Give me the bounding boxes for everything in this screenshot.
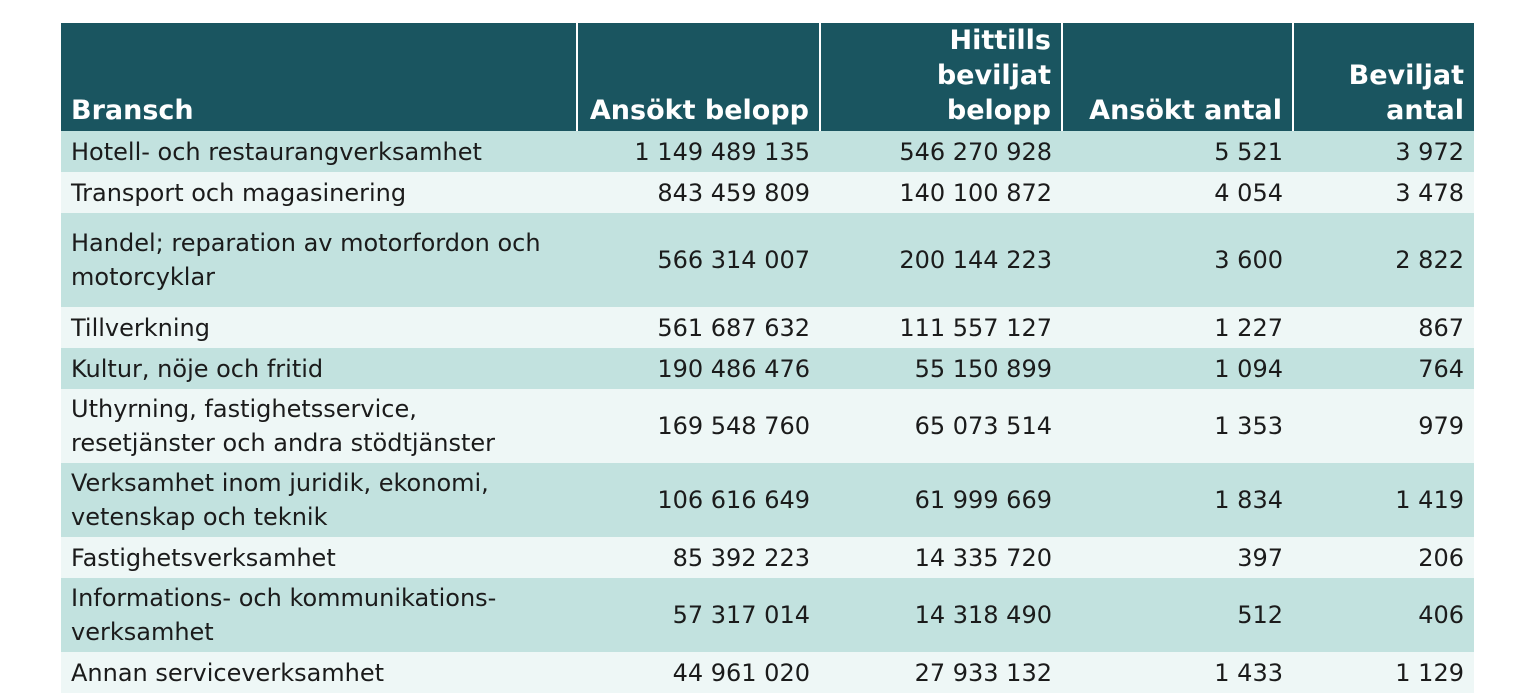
cell-beviljat-antal: 979 — [1293, 389, 1474, 463]
cell-beviljat-belopp: 200 144 223 — [820, 213, 1062, 307]
cell-beviljat-belopp: 65 073 514 — [820, 389, 1062, 463]
cell-beviljat-belopp: 546 270 928 — [820, 131, 1062, 172]
cell-ansokt-belopp: 85 392 223 — [577, 537, 820, 578]
header-row — [61, 23, 1474, 131]
table-row — [61, 307, 1474, 348]
cell-beviljat-belopp: 55 150 899 — [820, 348, 1062, 389]
cell-ansokt-antal: 4 054 — [1062, 172, 1293, 213]
table-row — [61, 131, 1474, 172]
cell-beviljat-antal: 1 129 — [1293, 652, 1474, 693]
cell-bransch: Uthyrning, fastighetsservice, resetjänster och andra stödtjänster — [61, 389, 577, 463]
table-row — [61, 537, 1474, 578]
cell-bransch: Annan serviceverksamhet — [61, 652, 577, 693]
cell-beviljat-belopp: 27 933 132 — [820, 652, 1062, 693]
header-hittills-beviljat-belopp: Hittills beviljat belopp — [820, 23, 1062, 131]
table-row — [61, 578, 1474, 652]
cell-bransch: Fastighetsverksamhet — [61, 537, 577, 578]
cell-ansokt-antal: 1 353 — [1062, 389, 1293, 463]
cell-beviljat-antal: 764 — [1293, 348, 1474, 389]
cell-bransch: Handel; reparation av motorfordon och motorcyklar — [61, 213, 577, 307]
table-container — [61, 23, 1474, 693]
cell-bransch: Hotell- och restaurangverksamhet — [61, 131, 577, 172]
cell-beviljat-antal: 3 972 — [1293, 131, 1474, 172]
cell-bransch: Informations- och kommunikations-verksamhet — [61, 578, 577, 652]
cell-bransch: Verksamhet inom juridik, ekonomi, vetenskap och teknik — [61, 463, 577, 537]
header-ansokt-antal: Ansökt antal — [1062, 23, 1293, 131]
cell-beviljat-belopp: 140 100 872 — [820, 172, 1062, 213]
cell-beviljat-belopp: 111 557 127 — [820, 307, 1062, 348]
cell-ansokt-belopp: 843 459 809 — [577, 172, 820, 213]
cell-beviljat-antal: 406 — [1293, 578, 1474, 652]
cell-beviljat-antal: 3 478 — [1293, 172, 1474, 213]
cell-beviljat-belopp: 61 999 669 — [820, 463, 1062, 537]
table-row — [61, 389, 1474, 463]
header-ansokt-belopp: Ansökt belopp — [577, 23, 820, 131]
cell-ansokt-belopp: 57 317 014 — [577, 578, 820, 652]
header-beviljat-antal: Beviljat antal — [1293, 23, 1474, 131]
table-row — [61, 652, 1474, 693]
cell-ansokt-belopp: 566 314 007 — [577, 213, 820, 307]
cell-bransch: Kultur, nöje och fritid — [61, 348, 577, 389]
cell-ansokt-antal: 5 521 — [1062, 131, 1293, 172]
cell-ansokt-antal: 512 — [1062, 578, 1293, 652]
cell-beviljat-antal: 2 822 — [1293, 213, 1474, 307]
cell-bransch: Tillverkning — [61, 307, 577, 348]
cell-beviljat-antal: 1 419 — [1293, 463, 1474, 537]
cell-ansokt-belopp: 1 149 489 135 — [577, 131, 820, 172]
cell-beviljat-belopp: 14 335 720 — [820, 537, 1062, 578]
header-bransch: Bransch — [61, 23, 577, 131]
cell-beviljat-antal: 206 — [1293, 537, 1474, 578]
cell-beviljat-belopp: 14 318 490 — [820, 578, 1062, 652]
cell-ansokt-antal: 1 433 — [1062, 652, 1293, 693]
cell-ansokt-belopp: 190 486 476 — [577, 348, 820, 389]
cell-ansokt-belopp: 106 616 649 — [577, 463, 820, 537]
cell-ansokt-antal: 1 834 — [1062, 463, 1293, 537]
cell-ansokt-antal: 1 227 — [1062, 307, 1293, 348]
table-row — [61, 348, 1474, 389]
bransch-table — [61, 23, 1474, 693]
cell-bransch: Transport och magasinering — [61, 172, 577, 213]
cell-ansokt-belopp: 44 961 020 — [577, 652, 820, 693]
table-row — [61, 463, 1474, 537]
table-header — [61, 23, 1474, 131]
table-row — [61, 172, 1474, 213]
table-row — [61, 213, 1474, 307]
cell-ansokt-belopp: 561 687 632 — [577, 307, 820, 348]
cell-ansokt-belopp: 169 548 760 — [577, 389, 820, 463]
cell-ansokt-antal: 1 094 — [1062, 348, 1293, 389]
table-body — [61, 131, 1474, 693]
cell-beviljat-antal: 867 — [1293, 307, 1474, 348]
cell-ansokt-antal: 397 — [1062, 537, 1293, 578]
cell-ansokt-antal: 3 600 — [1062, 213, 1293, 307]
